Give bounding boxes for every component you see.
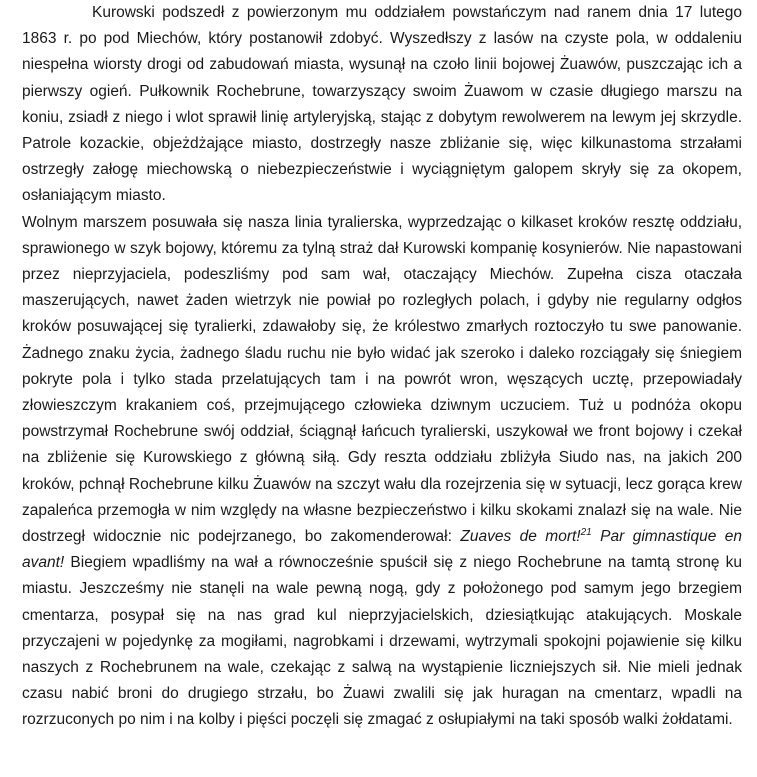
command-text-2: Par gimnastique en avant! [22, 528, 742, 572]
paragraph-1: Kurowski podszedł z powierzonym mu oddziałem powstańczym nad ranem dnia 17 lutego 1863 r. po pod Miechów, który postanowił zdobyć. Wyszedłszy z lasów na czyste pola, w oddaleniu niespełna wiorsty drogi od zabudowań miasta, wysunął na czoło linii bojowej Żuawów, puszczając ich a pierwszy ogień. Pułkownik Rochebrune, towarzyszący swoim Żuawom w czasie długiego marszu na koniu, zsiadł z niego i wlot sprawił linię artyleryjską, stając z dobytym rewolwerem na lewym jej skrzydle. Patrole kozackie, objeżdżające miasto, dostrzegły nasze zbliżanie się, więc kilkunastoma strzałami ostrzegły załogę miechowską o niebezpieczeństwie i wyciągniętym galopem skryły się za okopem, osłaniającym miasto. [22, 4, 742, 205]
paragraph-2-text-end: Biegiem wpadliśmy na wał a równocześnie spuścił się z niego Rochebrune na tamtą stronę ku miastu. Jeszcześmy nie stanęli na wale pewną nogą, gdy z położonego pod samym jego brzegiem cmentarza, posypał się na nas grad kul nieprzyjacielskich, dziesiątkując atakujących. Moskale przyczajeni w pojedynkę za mogiłami, nagrobkami i drzewami, wytrzymali spokojni pojawienie się kilku naszych z Rochebrunem na wale, czekając z salwą na wystąpienie liczniejszych sił. Nie mieli jednak czasu nabić broni do drugiego strzału, bo Żuawi zwalili się jak huragan na cmentarz, wpadli na rozrzuconych po nim i na kolby i pięści poczęli się zmagać z osłupiałymi na taki sposób walki żołdatami. [22, 554, 742, 729]
paragraph-2-text-start: Wolnym marszem posuwała się nasza linia tyralierska, wyprzedzając o kilkaset kroków resztę oddziału, sprawionego w szyk bojowy, któremu za tylną straż dał Kurowski kompanię kosynierów. Nie napastowani przez nieprzyjaciela, podeszliśmy pod sam wał, otaczający Miechów. Zupełna cisza otaczała maszerujących, nawet żaden wietrzyk nie powiał po rozległych polach, i gdyby nie regularny odgłos kroków posuwającej się tyralierki, zdawałoby się, że królestwo zmarłych roztoczyło tu swe panowanie. Żadnego znaku życia, żadnego śladu ruchu nie było widać jak szeroko i daleko rozciągały się śniegiem pokryte pola i tylko stada przelatujących tam i na powrót wron, węszących ucztę, przepowiadały złowieszczym krakaniem coś, przejmującego człowieka dziwnym uczuciem. Tuż u podnóża okopu powstrzymał Rochebrune swój oddział, ściągnął łańcuch tyralierski, uszykował we front bojowy i czekał na zbliżenie się Kurowskiego z główną siłą. Gdy reszta oddziału zbliżyła Siudo nas, na jakich 200 kroków, pchnął Rochebrune kilku Żuawów na szczyt wału dla rozejrzenia się w sytuacji, lecz gorąca krew zapaleńca przemogła w nim względy na własne bezpieczeństwo i kilku skokami znalazł się na wale. Nie dostrzegł widocznie nic podejrzanego, bo zakomenderował: [22, 213, 742, 546]
command-text-1: Zuaves de mort! [460, 528, 581, 546]
footnote-reference: 21 [580, 526, 592, 538]
paragraph-2 [22, 210, 742, 734]
document-page [22, 0, 742, 734]
